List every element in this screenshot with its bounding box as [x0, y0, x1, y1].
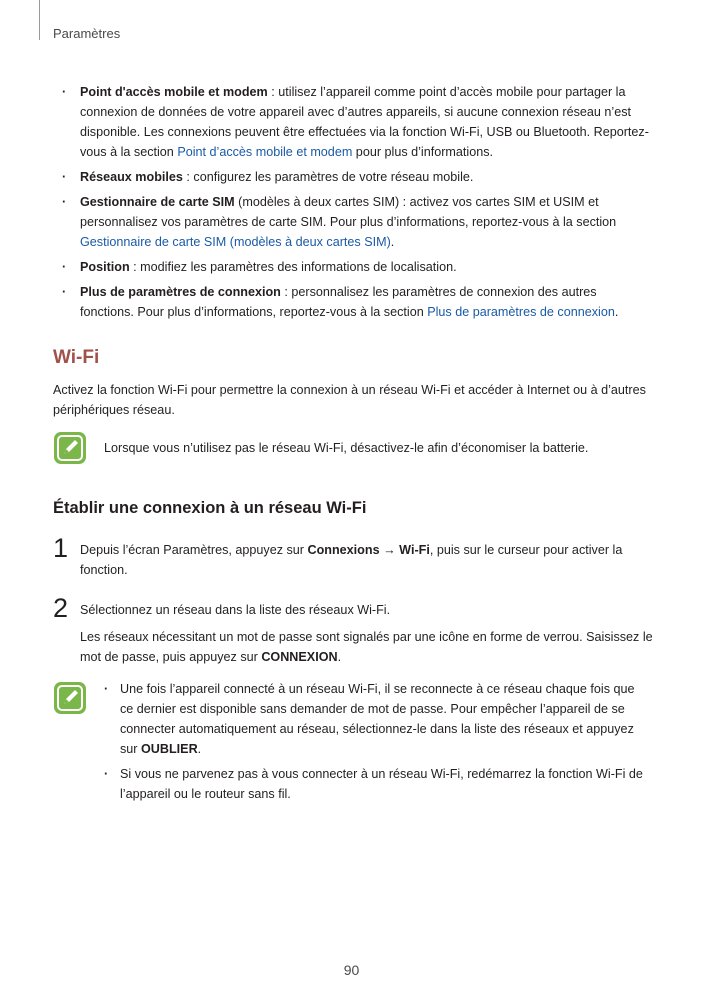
step-text-part: Les réseaux nécessitant un mot de passe sont signalés par une icône en forme de verrou. Saisissez le mot de passe, puis appuyez sur	[80, 630, 653, 664]
list-item	[100, 679, 645, 759]
note-pencil-icon	[53, 681, 87, 715]
bullet-text: : configurez les paramètres de votre réseau mobile.	[182, 170, 474, 184]
list-item	[53, 282, 653, 322]
bullet-term: Plus de paramètres de connexion	[80, 285, 281, 299]
link-more-connection-settings[interactable]: Plus de paramètres de connexion	[427, 305, 615, 319]
bullet-term: Réseaux mobiles	[80, 170, 183, 184]
step-bold: Wi-Fi	[399, 543, 430, 557]
step-bold: Connexions	[307, 543, 380, 557]
step-text-part: Depuis l’écran Paramètres, appuyez sur	[80, 543, 308, 557]
note-after: .	[197, 742, 202, 756]
step-arrow: →	[379, 543, 400, 557]
list-item	[53, 257, 653, 277]
wifi-intro: Activez la fonction Wi-Fi pour permettre la connexion à un réseau Wi-Fi et accéder à Internet ou à d’autres périphériques réseau.	[53, 383, 646, 417]
bullet-text: : modifiez les paramètres des informations de localisation.	[129, 260, 457, 274]
link-sim-manager[interactable]: Gestionnaire de carte SIM (modèles à deux cartes SIM)	[80, 235, 391, 249]
bullet-text: : utilisez l’appareil comme point d’accès mobile pour partager la connexion de données de votre appareil avec d’autres appareils, si aucune connexion réseau n’est disponible. Les connexions peuvent être effectuées via la fonction Wi-Fi, USB ou Bluetooth. Reportez-vous à la section	[80, 85, 649, 159]
page-number: 90	[343, 962, 360, 978]
header-rule	[39, 0, 40, 40]
step-text: Sélectionnez un réseau dans la liste des réseaux Wi-Fi.	[80, 603, 391, 617]
page-header: Paramètres	[53, 26, 121, 41]
step-text-part: .	[337, 650, 342, 664]
bullet-term: Gestionnaire de carte SIM	[80, 195, 235, 209]
bullet-term: Point d'accès mobile et modem	[80, 85, 268, 99]
bullet-after: pour plus d’informations.	[352, 145, 494, 159]
subsection-title: Établir une connexion à un réseau Wi-Fi	[53, 499, 367, 517]
step-text	[80, 540, 654, 580]
bullet-text: : personnalisez les paramètres de connexion des autres fonctions. Pour plus d’informations, reportez-vous à la section	[80, 285, 597, 319]
note-bold: OUBLIER	[141, 742, 198, 756]
list-item	[53, 167, 653, 187]
step-number: 2	[53, 593, 69, 623]
note-text: Lorsque vous n’utilisez pas le réseau Wi-Fi, désactivez-le afin d’économiser la batterie.	[104, 441, 589, 455]
step-bold: CONNEXION	[261, 650, 338, 664]
section-title-wifi: Wi-Fi	[53, 347, 100, 368]
note-list	[100, 679, 645, 809]
bullet-term: Position	[80, 260, 130, 274]
note-pencil-icon	[53, 431, 87, 465]
note-text: Si vous ne parvenez pas à vous connecter à un réseau Wi-Fi, redémarrez la fonction Wi-Fi de l’appareil ou le routeur sans fil.	[120, 767, 643, 801]
step-number: 1	[53, 533, 69, 563]
link-hotspot-tethering[interactable]: Point d’accès mobile et modem	[177, 145, 353, 159]
settings-bullet-list	[53, 82, 653, 327]
list-item	[100, 764, 645, 804]
list-item	[53, 192, 653, 252]
bullet-text: (modèles à deux cartes SIM) : activez vos cartes SIM et USIM et personnalisez vos paramètres de carte SIM. Pour plus d’informations, reportez-vous à la section	[80, 195, 617, 229]
note-text: Une fois l’appareil connecté à un réseau Wi-Fi, il se reconnecte à ce réseau chaque fois que ce dernier est disponible sans demander de mot de passe. Pour empêcher l’appareil de se connecter automatiquement au réseau, sélectionnez-le dans la liste des réseaux et appuyez sur	[120, 682, 635, 756]
list-item	[53, 82, 653, 162]
step-detail	[80, 627, 654, 667]
bullet-after: .	[390, 235, 395, 249]
bullet-after: .	[614, 305, 619, 319]
step-text-part: , puis sur le curseur pour activer la fonction.	[80, 543, 623, 577]
